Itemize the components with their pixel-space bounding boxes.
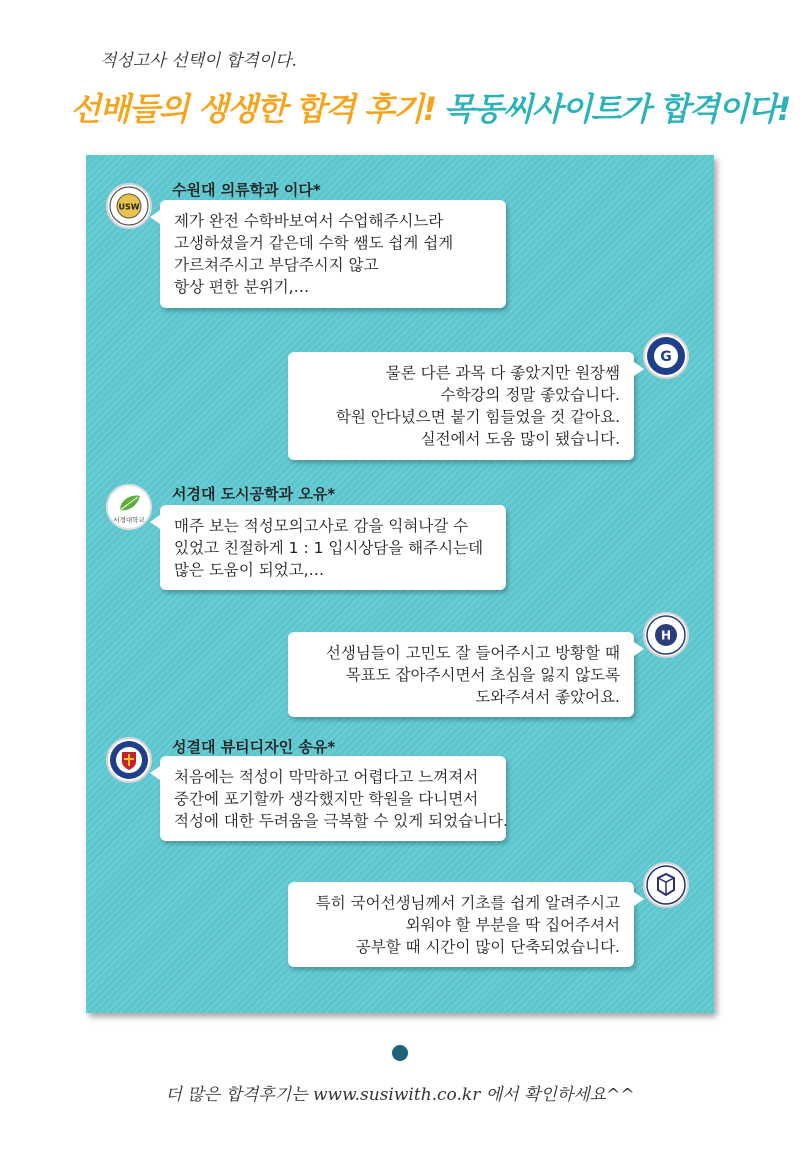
university-logo <box>106 737 152 783</box>
usw-seal-icon <box>108 185 150 227</box>
review-bubble <box>288 352 634 460</box>
svg-text:G: G <box>660 349 672 365</box>
tagline: 적성고사 선택이 합격이다. <box>100 51 297 71</box>
review-line: 제가 완전 수학바보여서 수업해주시느라 <box>174 212 444 230</box>
leaf-logo-icon <box>108 486 150 528</box>
eulji-seal-icon <box>645 614 687 656</box>
university-logo <box>106 183 152 229</box>
university-logo <box>643 612 689 658</box>
reviewer-name: 서경대 도시공학과 오유* <box>172 485 336 503</box>
review-line: 물론 다른 과목 다 좋았지만 원장쌤 <box>385 364 620 382</box>
reviews-panel <box>86 155 714 1013</box>
review-line: 학원 안다녔으면 붙기 힘들었을 것 같아요. <box>335 408 620 426</box>
review-line: 적성에 대한 두려움을 극복할 수 있게 되었습니다. <box>174 812 508 830</box>
university-logo <box>643 862 689 908</box>
review-line: 수학강의 정말 좋았습니다. <box>440 386 620 404</box>
review-line: 고생하셨을거 같은데 수학 쌤도 쉽게 쉽게 <box>174 234 454 252</box>
university-logo <box>106 484 152 530</box>
review-bubble <box>160 505 506 590</box>
review-bubble <box>160 200 506 308</box>
svg-text:USW: USW <box>118 202 140 212</box>
review-line: 목표도 잡아주시면서 초심을 잃지 않도록 <box>345 666 620 684</box>
review-line: 있었고 친절하게 1 : 1 입시상담을 해주시는데 <box>174 539 484 557</box>
svg-text:H: H <box>660 628 672 643</box>
review-line: 처음에는 적성이 막막하고 어렵다고 느껴져서 <box>174 768 479 786</box>
review-line: 많은 도움이 되었고,… <box>174 561 325 579</box>
review-line: 가르쳐주시고 부담주시지 않고 <box>174 256 379 274</box>
university-logo <box>643 333 689 379</box>
headline-part-b: 목동씨사이트가 합격이다! <box>443 90 790 128</box>
review-line: 항상 편한 분위기,… <box>174 278 310 296</box>
review-line: 매주 보는 적성모의고사로 감을 익혀나갈 수 <box>174 517 469 535</box>
review-line: 중간에 포기할까 생각했지만 학원을 다니면서 <box>174 790 479 808</box>
review-line: 도와주셔서 좋았어요. <box>475 688 620 706</box>
review-bubble <box>288 882 634 967</box>
reviewer-name: 수원대 의류학과 이다* <box>172 181 321 199</box>
review-line: 특히 국어선생님께서 기초를 쉽게 알려주시고 <box>315 894 620 912</box>
review-line: 선생님들이 고민도 잘 들어주시고 방황할 때 <box>325 644 620 662</box>
hanshin-seal-icon <box>645 864 687 906</box>
review-bubble <box>288 632 634 717</box>
headline <box>70 84 790 130</box>
review-line: 외워야 할 부분을 딱 집어주셔서 <box>405 916 620 934</box>
pagination-dot[interactable] <box>392 1045 408 1061</box>
review-line: 실전에서 도움 많이 됐습니다. <box>420 430 620 448</box>
review-bubble <box>160 756 506 841</box>
gachon-seal-icon <box>645 335 687 377</box>
footer-text: 더 많은 합격후기는 www.susiwith.co.kr 에서 확인하세요^^ <box>165 1085 635 1105</box>
headline-part-a: 선배들의 생생한 합격 후기! <box>70 90 436 128</box>
sungkyul-seal-icon <box>108 739 150 781</box>
reviewer-name: 성결대 뷰티디자인 송유* <box>172 738 336 756</box>
review-line: 공부할 때 시간이 많이 단축되었습니다. <box>355 938 620 956</box>
svg-text:서경대학교: 서경대학교 <box>113 516 145 524</box>
